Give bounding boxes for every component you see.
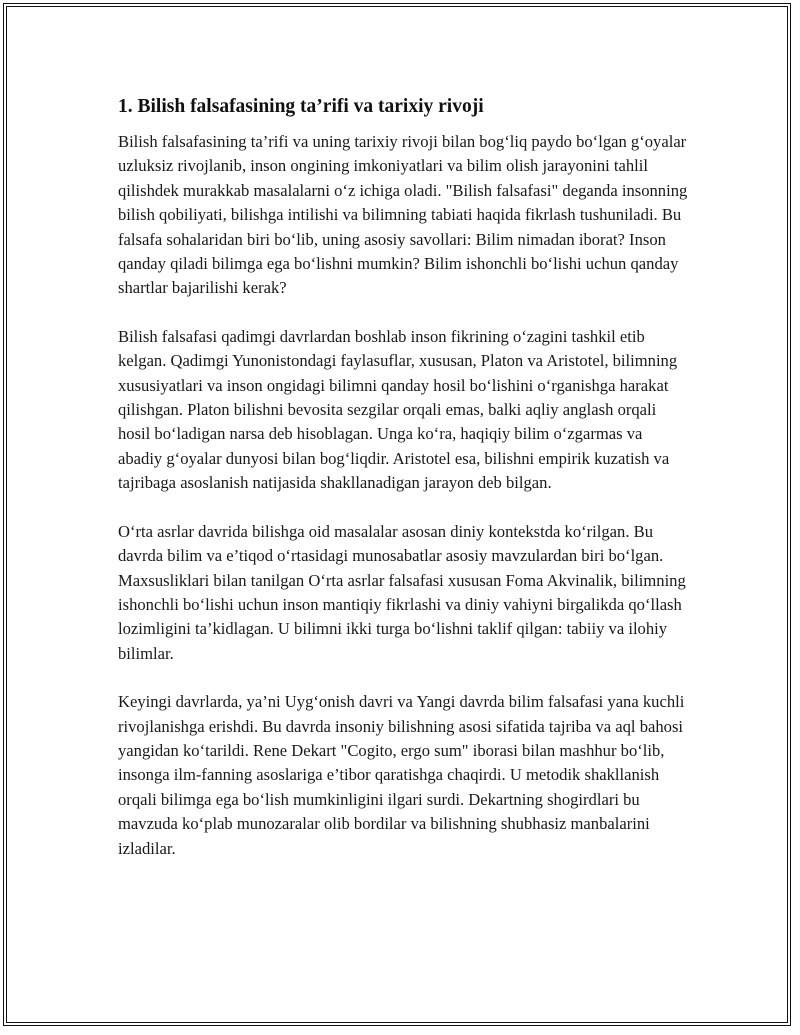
paragraph-2: Bilish falsafasi qadimgi davrlardan boshlab inson fikrining o‘zagini tashkil etib kelgan. Qadimgi Yunonistondagi faylasuflar, xususan, Platon va Aristotel, bilimning xususiyatlari va inson ongidagi bilimni qanday hosil bo‘lishini o‘rganishga harakat qilishgan. Platon bilishni bevosita sezgilar orqali emas, balki aqliy anglash orqali hosil bo‘ladigan narsa deb hisoblagan. Unga ko‘ra, haqiqiy bilim o‘zgarmas va abadiy g‘oyalar dunyosi bilan bog‘liqdir. Aristotel esa, bilishni empirik kuzatish va tajribaga asoslanish natijasida shakllanadigan jarayon deb bilgan. bbox=[118, 326, 678, 493]
section-heading: 1. Bilish falsafasining ta’rifi va tarixiy rivoji bbox=[118, 96, 484, 117]
paragraph-1: Bilish falsafasining ta’rifi va uning tarixiy rivoji bilan bog‘liq paydo bo‘lgan g‘oyalar uzluksiz rivojlanib, inson ongining imkoniyatlari va bilim olish jarayonini tahlil qilishdek murakkab masalalarni o‘z ichiga oladi. "Bilish falsafasi" deganda insonning bilish qobiliyati, bilishga intilishi va bilimning tabiati haqida fikrlash tushuniladi. Bu falsafa sohalaridan biri bo‘lib, uning asosiy savollari: Bilim nimadan iborat? Inson qanday qiladi bilimga ega bo‘lishni mumkin? Bilim ishonchli bo‘lishi uchun qanday shartlar bajarilishi kerak? bbox=[118, 132, 688, 298]
paragraph-4: Keyingi davrlarda, ya’ni Uyg‘onish davri va Yangi davrda bilim falsafasi yana kuchli rivojlanishga erishdi. Bu davrda insoniy bilishning asosi sifatida tajriba va aql bahosi yangidan ko‘tarildi. Rene Dekart "Cogito, ergo sum" iborasi bilan mashhur bo‘lib, insonga ilm-fanning asoslariga e’tibor qaratishga chaqirdi. U metodik shakllanish orqali bilimga ega bo‘lish mumkinligini ilgari surdi. Dekartning shogirdlari bu mavzuda ko‘plab munozaralar olib bordilar va bilishning shubhasiz manbalarini izladilar. bbox=[118, 692, 685, 858]
document-body bbox=[118, 94, 688, 885]
paragraph-3: O‘rta asrlar davrida bilishga oid masalalar asosan diniy kontekstda ko‘rilgan. Bu davrda bilim va e’tiqod o‘rtasidagi munosabatlar asosiy mavzulardan biri bo‘lgan. Maxsusliklari bilan tanilgan O‘rta asrlar falsafasi xususan Foma Akvinalik, bilimning ishonchli bo‘lishi uchun inson mantiqiy fikrlashi va diniy vahiyni birgalikda qo‘llash lozimligini ta’kidlagan. U bilimni ikki turga bo‘lishni taklif qilgan: tabiiy va ilohiy bilimlar. bbox=[118, 521, 686, 663]
